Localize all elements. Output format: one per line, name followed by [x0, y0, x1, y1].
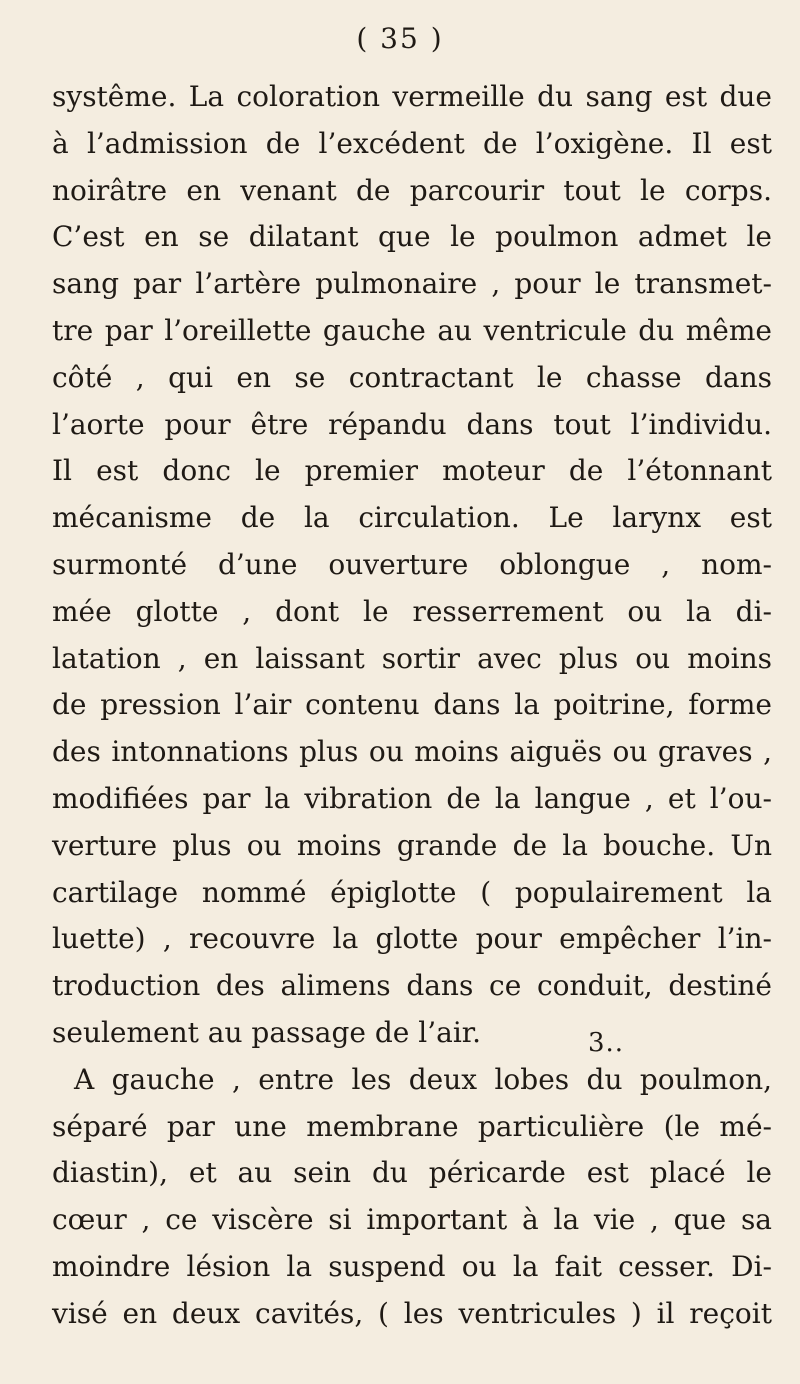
- text-line: troduction des alimens dans ce conduit, destiné: [52, 969, 772, 1003]
- text-line: latation , en laissant sortir avec plus ou moins: [52, 641, 772, 675]
- text-line: l’aorte pour être répandu dans tout l’individu.: [52, 407, 772, 441]
- text-line: C’est en se dilatant que le poulmon admet le: [52, 220, 772, 254]
- text-line: seulement au passage de l’air.: [52, 1015, 481, 1049]
- text-line: cœur , ce viscère si important à la vie , que sa: [52, 1203, 772, 1237]
- text-line: côté , qui en se contractant le chasse dans: [52, 360, 772, 394]
- text-line: luette) , recouvre la glotte pour empêcher l’in-: [52, 922, 772, 956]
- page-number: ( 35 ): [356, 22, 444, 55]
- text-line: à l’admission de l’excédent de l’oxigène. Il est: [52, 126, 772, 160]
- text-line: Il est donc le premier moteur de l’étonnant: [52, 454, 772, 488]
- text-line: surmonté d’une ouverture oblongue , nom-: [52, 547, 772, 581]
- text-line: séparé par une membrane particulière (le mé-: [52, 1109, 772, 1143]
- text-line: tre par l’oreillette gauche au ventricule du même: [52, 313, 772, 347]
- text-line: noirâtre en venant de parcourir tout le corps.: [52, 173, 772, 207]
- text-line: mécanisme de la circulation. Le larynx est: [52, 501, 772, 535]
- text-line: A gauche , entre les deux lobes du poulmon,: [74, 1062, 772, 1096]
- text-line: cartilage nommé épiglotte ( populairement la: [52, 875, 772, 909]
- text-line: moindre lésion la suspend ou la fait cesser. Di-: [52, 1249, 772, 1283]
- text-line: visé en deux cavités, ( les ventricules ) il reçoit: [52, 1296, 772, 1330]
- text-line: mée glotte , dont le resserrement ou la di-: [52, 594, 772, 628]
- text-line: verture plus ou moins grande de la bouche. Un: [52, 828, 772, 862]
- text-line: systême. La coloration vermeille du sang est due: [52, 80, 772, 113]
- text-line: de pression l’air contenu dans la poitrine, forme: [52, 688, 772, 722]
- text-line: des intonnations plus ou moins aiguës ou graves ,: [52, 735, 772, 769]
- text-line: sang par l’artère pulmonaire , pour le transmet-: [52, 267, 772, 301]
- text-line: diastin), et au sein du péricarde est placé le: [52, 1156, 772, 1190]
- text-line: modifiées par la vibration de la langue , et l’ou-: [52, 781, 772, 815]
- signature-mark: 3..: [588, 1028, 625, 1058]
- body-text: [52, 74, 772, 1338]
